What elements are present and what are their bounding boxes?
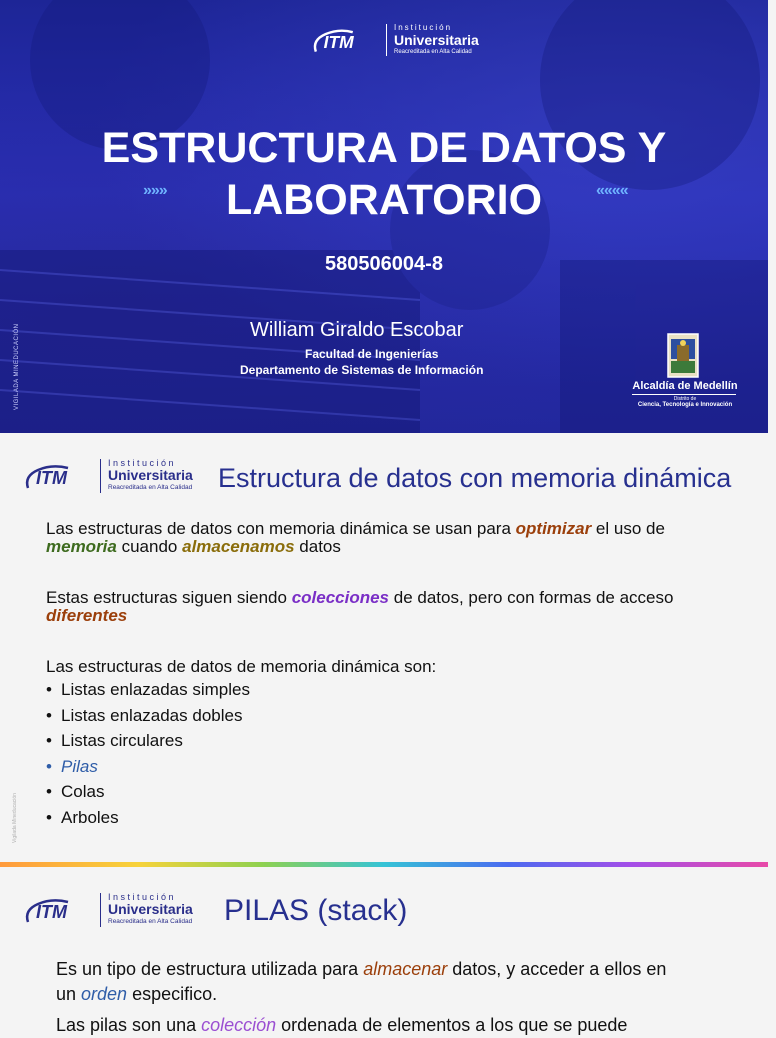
course-code: 580506004-8 — [325, 253, 443, 275]
highlight-colecciones: colecciones — [291, 588, 390, 607]
list-item — [46, 728, 250, 754]
list-item-label: Arboles — [61, 807, 119, 827]
text-run: datos — [294, 537, 341, 556]
itm-logo-icon — [22, 896, 92, 924]
slide-title-line2: LABORATORIO — [225, 176, 543, 224]
medellin-shield-icon — [667, 333, 699, 378]
alcaldia-subtitle1: Distrito de — [673, 396, 697, 402]
alcaldia-subtitle2: Ciencia, Tecnología e Innovación — [637, 402, 733, 408]
slide-title — [40, 122, 728, 226]
title-slide — [0, 0, 768, 433]
itm-logo — [310, 22, 490, 58]
list-intro: Las estructuras de datos de memoria dinámica son: — [46, 657, 437, 676]
structures-list — [46, 677, 250, 830]
text-run: un — [56, 984, 82, 1004]
svg-text:ITM: ITM — [36, 902, 67, 922]
list-item — [46, 779, 250, 805]
logo-acreditada: Reacreditada en Alta Calidad — [394, 49, 472, 55]
list-item-label: Listas circulares — [61, 731, 183, 750]
text-run: Estas estructuras siguen siendo — [46, 588, 292, 607]
logo-divider — [100, 893, 101, 927]
logo-institucion: Institución — [394, 23, 453, 32]
highlight-optimizar: optimizar — [515, 519, 592, 538]
chevron-right-icon: »»» — [143, 182, 167, 199]
svg-text:ITM: ITM — [36, 468, 67, 488]
logo-divider — [100, 459, 101, 493]
chevron-left-icon: «««« — [596, 182, 628, 199]
department-name: Departamento de Sistemas de Información — [240, 363, 484, 377]
bullet-icon: • — [46, 782, 52, 801]
itm-logo-icon — [310, 26, 378, 54]
svg-text:ITM: ITM — [323, 31, 354, 52]
logo-institucion: Institución — [108, 892, 177, 902]
slide-divider-gradient — [0, 862, 768, 867]
list-item — [46, 703, 250, 729]
bullet-icon: • — [46, 756, 52, 776]
list-item — [46, 805, 250, 831]
text-run: datos, y acceder a ellos en — [447, 959, 667, 979]
text-run: de datos, pero con formas de acceso — [389, 588, 674, 607]
list-item-label: Listas enlazadas dobles — [61, 705, 243, 725]
bullet-icon: • — [46, 680, 52, 699]
highlight-almacenamos: almacenamos — [182, 537, 295, 556]
logo-divider — [386, 24, 387, 56]
faculty-name: Facultad de Ingenierías — [305, 347, 439, 361]
logo-universitaria: Universitaria — [108, 901, 193, 917]
text-run: cuando — [116, 537, 183, 556]
content-slide-pilas — [0, 868, 768, 1035]
alcaldia-divider — [632, 394, 736, 395]
list-item-highlighted — [46, 754, 250, 780]
list-item-label: Colas — [61, 782, 105, 801]
paragraph-almacenar — [56, 957, 756, 1007]
author-name: William Giraldo Escobar — [250, 319, 464, 341]
slide-heading: Estructura de datos con memoria dinámica — [218, 463, 732, 493]
list-item-label: Listas enlazadas simples — [61, 680, 250, 699]
list-item-label: Pilas — [61, 756, 98, 776]
text-run: especifico. — [127, 984, 218, 1004]
text-run: el uso de — [591, 519, 665, 538]
vigilada-label: Vigilada Mineducación — [12, 793, 18, 843]
text-run: Las estructuras de datos con memoria dinámica se usan para — [46, 519, 516, 538]
logo-institucion: Institución — [108, 458, 177, 468]
itm-logo — [22, 458, 208, 494]
slide-heading: PILAS (stack) — [224, 894, 408, 927]
text-run: Es un tipo de estructura utilizada para — [56, 959, 364, 979]
itm-logo — [22, 892, 208, 928]
highlight-almacenar: almacenar — [363, 959, 448, 979]
logo-universitaria: Universitaria — [394, 32, 479, 48]
list-item — [46, 677, 250, 703]
slide-title-line1: ESTRUCTURA DE DATOS Y — [101, 124, 667, 172]
highlight-orden: orden — [81, 984, 128, 1004]
logo-acreditada: Reacreditada en Alta Calidad — [108, 918, 193, 925]
text-run: ordenada de elementos a los que se puede — [276, 1015, 628, 1035]
paragraph-colecciones — [46, 589, 746, 625]
content-slide-memoria-dinamica — [0, 433, 768, 864]
bullet-icon: • — [46, 807, 52, 827]
itm-logo-icon — [22, 462, 92, 490]
alcaldia-title: Alcaldía de Medellín — [632, 380, 738, 392]
paragraph-coleccion — [56, 1013, 776, 1038]
logo-universitaria: Universitaria — [108, 467, 193, 483]
logo-acreditada: Reacreditada en Alta Calidad — [108, 484, 193, 491]
vigilada-label: VIGILADA MINEDUCACIÓN — [14, 323, 20, 410]
highlight-memoria: memoria — [46, 537, 117, 556]
paragraph-optimizar — [46, 520, 746, 556]
highlight-diferentes: diferentes — [46, 606, 128, 625]
bullet-icon: • — [46, 731, 52, 750]
bullet-icon: • — [46, 705, 52, 725]
text-run: Las pilas son una — [56, 1015, 202, 1035]
highlight-coleccion: colección — [201, 1015, 277, 1035]
